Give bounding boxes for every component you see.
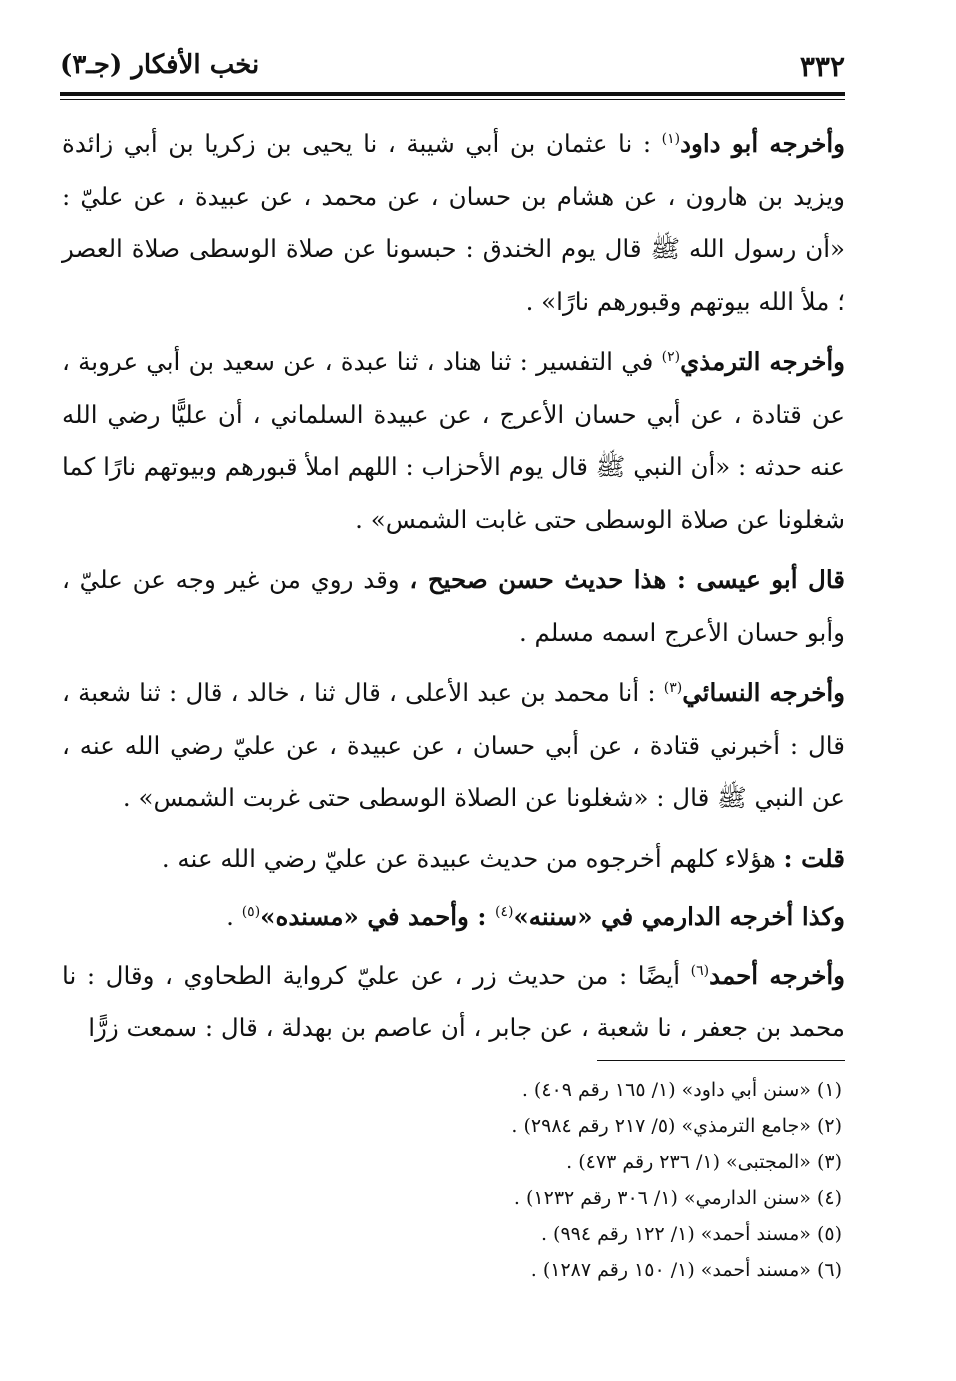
paragraph-abu-dawud	[62, 118, 845, 328]
paragraph-text: : نا عثمان بن أبي شيبة ، نا يحيى بن زكريا بن أبي زائدة ويزيد بن هارون ، عن هشام بن حسان ، عن محمد ، عن عبيدة ، عن عليّ : «أن رسول الله ﷺ قال يوم الخندق : حبسونا عن صلاة الوسطى صلاة العصر ؛ ملأ الله بيوتهم وقبورهم نارًا» .	[62, 129, 845, 316]
footnote-ref: (١)	[661, 131, 681, 147]
footnote-item: (٤) «سنن الدارمي» (١/ ٣٠٦ رقم ١٢٣٢) .	[513, 1187, 842, 1209]
footnote-item: (٣) «المجتبى» (١/ ٢٣٦ رقم ٤٧٣) .	[566, 1151, 842, 1173]
footnote-item: (٥) «مسند أحمد» (١/ ١٢٢ رقم ٩٩٤) .	[540, 1223, 842, 1245]
page-number: ٣٣٢	[799, 50, 845, 83]
paragraph-qultu	[62, 833, 845, 886]
running-title: نخب الأفكار (جـ٣)	[60, 50, 260, 80]
paragraph-lead: وأخرجه أحمد	[709, 960, 845, 990]
footnote-ref: (٥)	[241, 904, 261, 920]
footnote-item: (٦) «مسند أحمد» (١/ ١٥٠ رقم ١٢٨٧) .	[530, 1259, 842, 1281]
paragraph-lead: قلت :	[783, 843, 845, 873]
footnote-separator	[597, 1060, 845, 1061]
paragraph-text: هؤلاء كلهم أخرجوه من حديث عبيدة عن عليّ رضي الله عنه .	[161, 843, 784, 873]
footnote-ref: (٢)	[661, 349, 681, 365]
paragraph-text: في التفسير : ثنا هناد ، ثنا عبدة ، عن سعيد بن أبي عروبة ، عن قتادة ، عن أبي حسان الأعرج ، عن عبيدة السلماني ، أن عليًّا رضي الله عنه حدثه : «أن النبي ﷺ قال يوم الأحزاب : اللهم املأ قبورهم وبيوتهم نارًا كما شغلونا عن صلاة الوسطى حتى غابت الشمس» .	[62, 347, 845, 534]
footnotes	[62, 1072, 842, 1288]
paragraph-lead: وأخرجه النسائي	[682, 678, 845, 707]
footnote-ref: (٣)	[663, 680, 683, 696]
paragraph-text: أيضًا : من حديث زر ، عن عليّ كرواية الطحاوي ، وقال : نا محمد بن جعفر ، نا شعبة ، عن جابر ، أن عاصم بن بهدلة ، قال : سمعت زرًّا	[62, 960, 845, 1042]
main-text	[62, 118, 845, 1063]
paragraph-ahmad	[62, 950, 845, 1055]
paragraph-text: وقد روي من غير وجه عن عليّ ، وأبو حسان الأعرج اسمه مسلم .	[62, 565, 845, 647]
paragraph-lead: قال أبو عيسى : هذا حديث حسن صحيح ،	[409, 565, 846, 594]
paragraph-end: .	[226, 902, 242, 931]
paragraph-text: : أنا محمد بن عبد الأعلى ، قال ثنا ، خالد ، قال : ثنا شعبة ، قال : أخبرني قتادة ، عن أبي حسان ، عن عبيدة ، عن عليّ رضي الله عنه ، عن النبي ﷺ قال : «شغلونا عن الصلاة الوسطى حتى غربت الشمس» .	[62, 678, 845, 812]
paragraph-lead: وكذا أخرجه الدارمي في «سننه»	[513, 902, 845, 931]
footnote-ref: (٤)	[494, 904, 514, 920]
paragraph-lead-ahmad: : وأحمد في «مسنده»	[260, 902, 495, 931]
footnote-ref: (٦)	[690, 962, 710, 979]
paragraph-darimi	[62, 891, 845, 944]
page-header	[60, 44, 845, 92]
paragraph-nasai	[62, 667, 845, 825]
paragraph-tirmidhi	[62, 336, 845, 546]
paragraph-abu-isa	[62, 554, 845, 659]
header-rule	[60, 92, 845, 96]
header-rule-thin	[60, 99, 845, 100]
paragraph-lead: وأخرجه الترمذي	[680, 347, 845, 376]
paragraph-lead: وأخرجه أبو داود	[680, 129, 845, 158]
footnote-item: (٢) «جامع الترمذي» (٥/ ٢١٧ رقم ٢٩٨٤) .	[511, 1115, 842, 1137]
footnote-item: (١) «سنن أبي داود» (١/ ١٦٥ رقم ٤٠٩) .	[521, 1079, 842, 1101]
